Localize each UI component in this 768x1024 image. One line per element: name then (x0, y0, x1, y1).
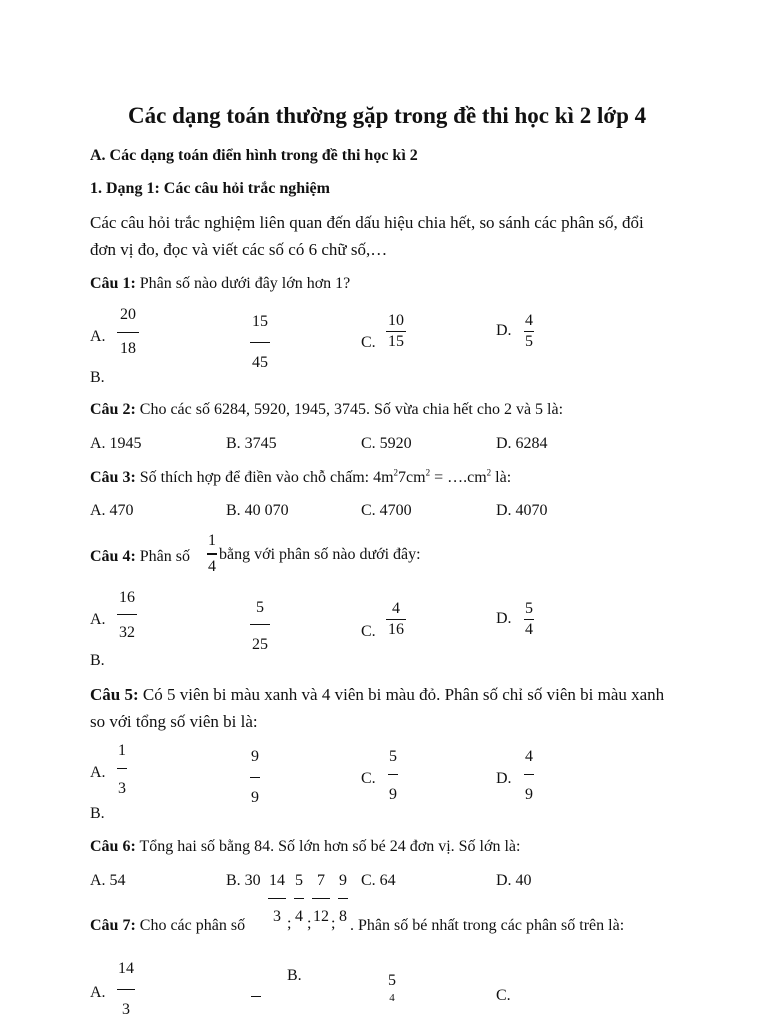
q5-label: Câu 5: (90, 685, 139, 704)
intro-line-1: Các câu hỏi trắc nghiệm liên quan đến dấu hiệu chia hết, so sánh các phân số, đổi (90, 213, 644, 232)
q7-option-c-label[interactable]: C. (496, 987, 511, 1004)
q3-text-post: là: (491, 469, 512, 486)
q7-fraction-1 (268, 873, 286, 925)
question-3 (90, 469, 511, 487)
q4-option-d-fraction[interactable] (524, 601, 534, 638)
q5-option-c-fraction[interactable] (388, 749, 398, 803)
denominator: 9 (389, 786, 397, 803)
numerator: 4 (525, 748, 533, 765)
q6-option-b[interactable]: B. 30 (226, 872, 261, 889)
q5-option-a-label[interactable]: A. (90, 764, 106, 781)
q1-option-b-label[interactable]: B. (90, 369, 105, 386)
q7-fraction-3 (312, 873, 330, 925)
q4-label: Câu 4: (90, 548, 136, 565)
q1-label: Câu 1: (90, 275, 136, 292)
q7-text-pre (90, 917, 245, 935)
q4-label-pre (90, 548, 190, 566)
q4-inline-fraction (207, 533, 217, 575)
q7-fraction-2 (294, 873, 304, 925)
numerator: 4 (392, 600, 400, 617)
q3-sup-2: 2 (425, 467, 431, 478)
q2-option-a[interactable]: A. 1945 (90, 435, 142, 452)
question-5-line-1 (90, 685, 664, 705)
denominator: 3 (118, 780, 126, 797)
numerator: 9 (339, 872, 347, 889)
denominator: 18 (120, 340, 136, 357)
numerator: 5 (256, 599, 264, 616)
q5-line1: Có 5 viên bi màu xanh và 4 viên bi màu đỏ. Phân số chỉ số viên bi màu xanh (138, 685, 665, 704)
q4-option-b-fraction[interactable] (250, 600, 270, 653)
denominator: 12 (313, 908, 329, 925)
q7-separator: ; (307, 915, 312, 932)
denominator: 8 (339, 908, 347, 925)
q4-text-pre: Phân số (135, 548, 191, 565)
q7-option-b-label[interactable]: B. (287, 967, 302, 984)
question-6 (90, 838, 520, 856)
numerator: 20 (120, 306, 136, 323)
numerator: 7 (317, 872, 325, 889)
page-title: Các dạng toán thường gặp trong đề thi học kì 2 lớp 4 (128, 103, 647, 128)
q7-separator: ; (331, 915, 336, 932)
q5-option-d-fraction[interactable] (524, 749, 534, 803)
q4-option-a-label[interactable]: A. (90, 611, 106, 628)
q7-fraction-4 (338, 873, 348, 925)
q4-option-d-label[interactable]: D. (496, 610, 512, 627)
q1-text: Phân số nào dưới đây lớn hơn 1? (135, 275, 351, 292)
numerator: 9 (251, 748, 259, 765)
denominator: 5 (525, 333, 533, 350)
q3-option-d[interactable]: D. 4070 (496, 502, 548, 519)
numerator: 5 (389, 748, 397, 765)
q2-option-d[interactable]: D. 6284 (496, 435, 548, 452)
q7-separator: ; (287, 915, 292, 932)
denominator: 45 (252, 354, 268, 371)
numerator: 1 (118, 742, 126, 759)
q2-option-b[interactable]: B. 3745 (226, 435, 277, 452)
denominator: 4 (525, 621, 533, 638)
q3-label: Câu 3: (90, 469, 136, 486)
denominator: 9 (525, 786, 533, 803)
numerator: 15 (252, 313, 268, 330)
denominator: 4 (295, 908, 303, 925)
q1-option-c-label[interactable]: C. (361, 334, 376, 351)
q6-option-a[interactable]: A. 54 (90, 872, 126, 889)
denominator: 25 (252, 636, 268, 653)
q2-label: Câu 2: (90, 401, 136, 418)
numerator: 16 (119, 589, 135, 606)
q3-option-b[interactable]: B. 40 070 (226, 502, 289, 519)
q4-option-c-fraction[interactable] (386, 601, 406, 638)
q3-text-mid: 7cm (398, 469, 426, 486)
q7-option-a-fraction[interactable] (117, 961, 135, 1018)
numerator: 4 (525, 312, 533, 329)
denominator: 15 (388, 333, 404, 350)
denominator: 4 (208, 558, 216, 575)
q3-sup-1: 2 (393, 467, 399, 478)
numerator: 5 (388, 972, 396, 989)
q4-option-a-fraction[interactable] (117, 590, 137, 641)
denominator: 16 (388, 621, 404, 638)
q3-option-c[interactable]: C. 4700 (361, 502, 412, 519)
denominator: 3 (122, 1001, 130, 1018)
question-5-line-2: so với tổng số viên bi là: (90, 712, 258, 731)
q1-option-a-fraction[interactable] (117, 307, 139, 357)
q7-text-post: . Phân số bé nhất trong các phân số trên là: (350, 917, 625, 934)
q3-text-mid2: = ….cm (430, 469, 487, 486)
q2-text: Cho các số 6284, 5920, 1945, 3745. Số vừa chia hết cho 2 và 5 là: (135, 401, 564, 418)
denominator: 3 (273, 908, 281, 925)
q7-option-a-label[interactable]: A. (90, 984, 106, 1001)
q4-text-post: bằng với phân số nào dưới đây: (219, 546, 421, 563)
section-a-heading: A. Các dạng toán điển hình trong đề thi học kì 2 (90, 147, 418, 164)
q5-option-a-fraction[interactable] (117, 743, 127, 797)
q1-option-d-fraction[interactable] (524, 313, 534, 350)
q7-option-c-fraction[interactable] (388, 973, 396, 1004)
q1-option-d-label[interactable]: D. (496, 322, 512, 339)
q6-option-c[interactable]: C. 64 (361, 872, 396, 889)
dang1-heading: 1. Dạng 1: Các câu hỏi trắc nghiệm (90, 180, 330, 197)
q7-label: Câu 7: (90, 917, 136, 934)
q5-option-b-fraction[interactable] (250, 749, 260, 806)
q6-option-d[interactable]: D. 40 (496, 872, 532, 889)
q3-option-a[interactable]: A. 470 (90, 502, 134, 519)
q4-option-b-label[interactable]: B. (90, 652, 105, 669)
numerator: 10 (388, 312, 404, 329)
q5-option-c-label[interactable]: C. (361, 770, 376, 787)
question-2 (90, 401, 563, 419)
q5-option-b-label[interactable]: B. (90, 805, 105, 822)
question-1 (90, 275, 350, 293)
denominator: 9 (251, 789, 259, 806)
numerator: 5 (525, 600, 533, 617)
q1-option-c-fraction[interactable] (386, 313, 406, 350)
numerator: 5 (295, 872, 303, 889)
q6-label: Câu 6: (90, 838, 136, 855)
q5-option-d-label[interactable]: D. (496, 770, 512, 787)
q3-text-pre: Số thích hợp để điền vào chỗ chấm: 4m (135, 469, 394, 486)
q1-option-a-label[interactable]: A. (90, 328, 106, 345)
numerator: 14 (269, 872, 285, 889)
intro-line-2: đơn vị đo, đọc và viết các số có 6 chữ số,… (90, 240, 388, 259)
denominator: 32 (119, 624, 135, 641)
q4-option-c-label[interactable]: C. (361, 623, 376, 640)
q1-option-b-fraction[interactable] (250, 314, 270, 371)
q7-pre: Cho các phân số (135, 917, 246, 934)
q2-option-c[interactable]: C. 5920 (361, 435, 412, 452)
denominator: 4 (389, 992, 395, 1004)
numerator: 14 (118, 960, 134, 977)
q7-option-b-fraction-bar (251, 996, 261, 997)
q3-sup-3: 2 (486, 467, 492, 478)
q6-text: Tổng hai số bằng 84. Số lớn hơn số bé 24 đơn vị. Số lớn là: (135, 838, 521, 855)
numerator: 1 (208, 532, 216, 549)
